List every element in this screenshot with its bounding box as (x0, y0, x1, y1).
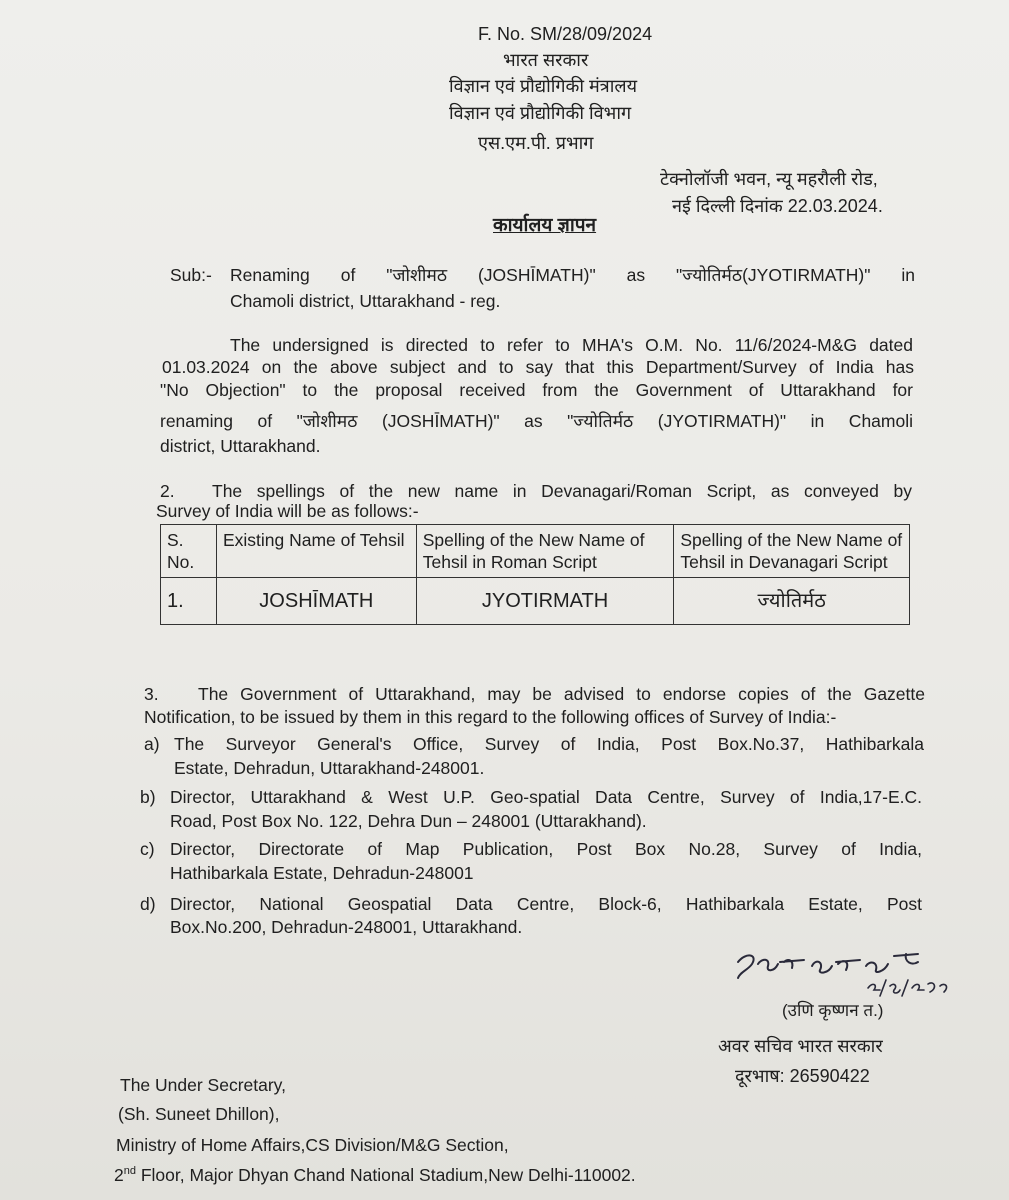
addressee-line-4-rest: Floor, Major Dhyan Chand National Stadium,New Delhi-110002. (135, 1164, 636, 1185)
para1-line-4: renaming of "जोशीमठ (JOSHĪMATH)" as "ज्योतिर्मठ (JYOTIRMATH)" in Chamoli (160, 411, 913, 431)
header-address-1: टेक्नोलॉजी भवन, न्यू महरौली रोड, (660, 169, 878, 189)
para2-line-1: The spellings of the new name in Devanagari/Roman Script, as conveyed by (212, 481, 912, 501)
list-item-b-line-2: Road, Post Box No. 122, Dehra Dun – 248001 (Uttarakhand). (170, 811, 647, 831)
list-item-a-line-2: Estate, Dehradun, Uttarakhand-248001. (174, 758, 485, 778)
list-item-d-line-2: Box.No.200, Dehradun-248001, Uttarakhand. (170, 917, 523, 937)
para1-line-2: 01.03.2024 on the above subject and to say that this Department/Survey of India has (162, 357, 914, 377)
list-item-c-line-2: Hathibarkala Estate, Dehradun-248001 (170, 863, 474, 883)
list-item-c-line-1: Director, Directorate of Map Publication, Post Box No.28, Survey of India, (170, 839, 922, 859)
list-item-d-line-1: Director, National Geospatial Data Centre, Block-6, Hathibarkala Estate, Post (170, 894, 922, 914)
header-division: एस.एम.पी. प्रभाग (478, 133, 594, 153)
addressee-line-4 (114, 1160, 636, 1186)
list-item-a-line-1: The Surveyor General's Office, Survey of India, Post Box.No.37, Hathibarkala (174, 734, 924, 754)
signature-scribble (728, 940, 958, 1000)
table-header-roman: Spelling of the New Name of Tehsil in Roman Script (416, 525, 674, 578)
file-number: F. No. SM/28/09/2024 (478, 24, 653, 44)
signatory-designation: अवर सचिव भारत सरकार (718, 1036, 883, 1056)
list-item-d-label: d) (140, 894, 156, 914)
addressee-line-2: (Sh. Suneet Dhillon), (118, 1104, 280, 1124)
subject-line-2: Chamoli district, Uttarakhand - reg. (230, 291, 501, 311)
addressee-line-3: Ministry of Home Affairs,CS Division/M&G Section, (116, 1135, 509, 1155)
table-header-sno: S. No. (161, 525, 217, 578)
addressee-line-1: The Under Secretary, (120, 1075, 286, 1095)
para1-line-1: The undersigned is directed to refer to MHA's O.M. No. 11/6/2024-M&G dated (230, 335, 913, 355)
table-row (161, 578, 910, 625)
floor-ordinal: nd (123, 1165, 136, 1177)
header-address-2: नई दिल्ली दिनांक 22.03.2024. (672, 196, 883, 216)
para3-line-1: The Government of Uttarakhand, may be advised to endorse copies of the Gazette (198, 684, 925, 704)
document-title: कार्यालय ज्ञापन (493, 215, 597, 236)
list-item-a-label: a) (144, 734, 160, 754)
para2-number: 2. (160, 481, 175, 501)
header-department: विज्ञान एवं प्रौद्योगिकी विभाग (449, 103, 632, 123)
header-gov: भारत सरकार (503, 50, 589, 70)
para1-line-3: "No Objection" to the proposal received from the Government of Uttarakhand for (160, 380, 913, 400)
table-cell-roman: JYOTIRMATH (416, 578, 674, 625)
table-cell-devanagari: ज्योतिर्मठ (674, 578, 910, 625)
tehsil-table (160, 524, 910, 625)
floor-number: 2 (114, 1164, 124, 1185)
list-item-b-label: b) (140, 787, 156, 807)
subject-line-1: Renaming of "जोशीमठ (JOSHĪMATH)" as "ज्योतिर्मठ(JYOTIRMATH)" in (230, 265, 915, 285)
para1-line-5: district, Uttarakhand. (160, 436, 321, 456)
signatory-name: (उणि कृष्णन त.) (782, 1001, 884, 1020)
table-cell-sno: 1. (161, 578, 217, 625)
table-header-devanagari: Spelling of the New Name of Tehsil in Devanagari Script (674, 525, 910, 578)
subject-label: Sub:- (170, 265, 212, 285)
table-header-existing: Existing Name of Tehsil (216, 525, 416, 578)
signatory-phone: दूरभाष: 26590422 (735, 1066, 870, 1086)
list-item-c-label: c) (140, 839, 155, 859)
para3-line-2: Notification, to be issued by them in this regard to the following offices of Survey of India:- (144, 707, 837, 727)
table-header-row (161, 525, 910, 578)
para2-line-2: Survey of India will be as follows:- (156, 501, 419, 521)
para3-number: 3. (144, 684, 159, 704)
header-ministry: विज्ञान एवं प्रौद्योगिकी मंत्रालय (449, 76, 638, 96)
table-cell-existing: JOSHĪMATH (216, 578, 416, 625)
list-item-b-line-1: Director, Uttarakhand & West U.P. Geo-spatial Data Centre, Survey of India,17-E.C. (170, 787, 922, 807)
